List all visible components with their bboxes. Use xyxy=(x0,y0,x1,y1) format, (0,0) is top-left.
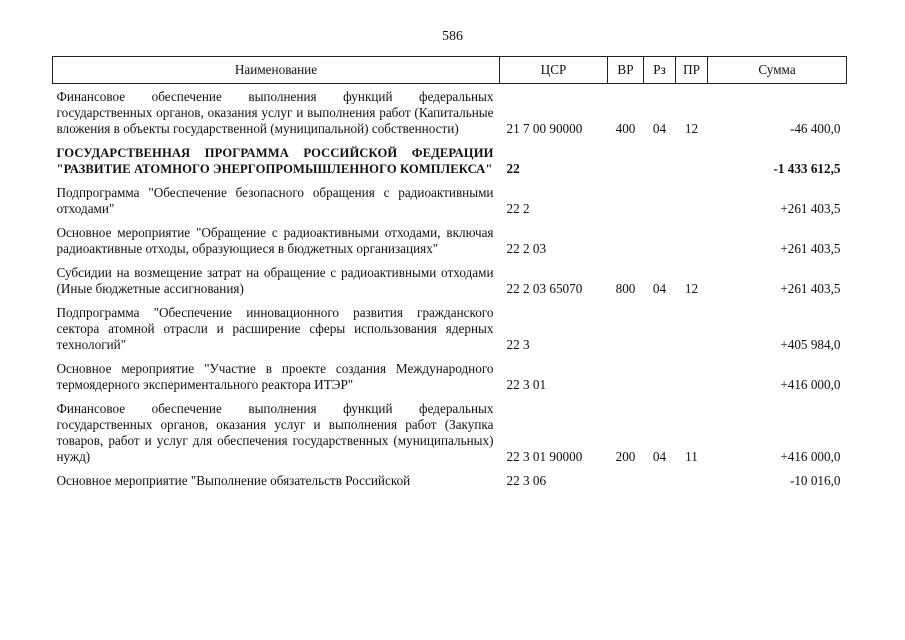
row-rz: 04 xyxy=(652,121,667,136)
row-sum: -1 433 612,5 xyxy=(773,161,841,176)
table-row xyxy=(53,465,847,489)
row-rz xyxy=(644,353,676,393)
row-name: Подпрограмма "Обеспечение безопасного обращения с радиоактивными отходами" xyxy=(56,185,494,216)
row-pr: 12 xyxy=(684,281,699,296)
row-sum: -10 016,0 xyxy=(789,473,841,488)
row-sum: +261 403,5 xyxy=(780,201,841,216)
row-sum: +416 000,0 xyxy=(780,377,841,392)
row-rz: 04 xyxy=(652,281,667,296)
row-sum: -46 400,0 xyxy=(789,121,841,136)
row-name: Основное мероприятие "Обращение с радиоактивными отходами, включая радиоактивные отходы, образующиеся в бюджетных организациях" xyxy=(56,225,494,256)
row-name: Финансовое обеспечение выполнения функций федеральных государственных органов, оказания услуг и выполнения работ (Закупка товаров, работ и услуг для обеспечения государственных (муниципальных) нужд) xyxy=(56,401,494,464)
row-csr: 22 2 03 xyxy=(506,241,547,256)
row-name: Основное мероприятие "Участие в проекте создания Международного термоядерного экспериментального реактора ИТЭР" xyxy=(56,361,494,392)
row-vr: 200 xyxy=(615,449,636,464)
row-csr: 22 2 03 65070 xyxy=(506,281,583,296)
row-name: Основное мероприятие "Выполнение обязательств Российской xyxy=(56,473,411,488)
row-pr xyxy=(676,297,708,353)
row-vr: 800 xyxy=(615,281,636,296)
row-pr xyxy=(676,217,708,257)
row-csr: 22 3 01 xyxy=(506,377,547,392)
header-csr: ЦСР xyxy=(500,57,608,84)
row-rz xyxy=(644,217,676,257)
row-name: ГОСУДАРСТВЕННАЯ ПРОГРАММА РОССИЙСКОЙ ФЕДЕРАЦИИ "РАЗВИТИЕ АТОМНОГО ЭНЕРГОПРОМЫШЛЕННОГО КОМПЛЕКСА" xyxy=(56,146,494,176)
row-sum: +261 403,5 xyxy=(780,281,841,296)
row-sum: +405 984,0 xyxy=(780,337,841,352)
row-pr xyxy=(676,177,708,217)
row-vr xyxy=(608,177,644,217)
header-rz: Рз xyxy=(644,57,676,84)
row-vr: 400 xyxy=(615,121,636,136)
row-pr: 11 xyxy=(685,449,698,464)
table-header xyxy=(53,57,847,84)
page-number: 586 xyxy=(442,29,463,44)
row-vr xyxy=(608,353,644,393)
table-row xyxy=(53,217,847,257)
row-csr: 22 2 xyxy=(506,201,530,216)
header-vr: ВР xyxy=(608,57,644,84)
row-rz xyxy=(644,465,676,489)
row-name: Субсидии на возмещение затрат на обращение с радиоактивными отходами (Иные бюджетные ассигнования) xyxy=(56,265,494,296)
row-vr xyxy=(608,137,644,177)
table-row xyxy=(53,177,847,217)
header-name: Наименование xyxy=(53,57,500,84)
budget-table xyxy=(52,56,847,489)
row-sum: +416 000,0 xyxy=(780,449,841,464)
row-sum: +261 403,5 xyxy=(780,241,841,256)
table-row xyxy=(53,353,847,393)
row-rz: 04 xyxy=(652,449,667,464)
row-rz xyxy=(644,137,676,177)
row-vr xyxy=(608,217,644,257)
row-pr xyxy=(676,465,708,489)
row-name: Финансовое обеспечение выполнения функций федеральных государственных органов, оказания услуг и выполнения работ (Капитальные вложения в объекты государственной (муниципальной) собственности) xyxy=(56,89,494,136)
row-vr xyxy=(608,465,644,489)
row-csr: 22 3 06 xyxy=(506,473,547,488)
row-pr xyxy=(676,353,708,393)
row-csr: 22 3 xyxy=(506,337,530,352)
header-pr: ПР xyxy=(676,57,708,84)
row-rz xyxy=(644,297,676,353)
row-pr xyxy=(676,137,708,177)
table-body xyxy=(53,84,847,490)
row-pr: 12 xyxy=(684,121,699,136)
header-sum: Сумма xyxy=(708,57,847,84)
table-row xyxy=(53,257,847,297)
row-vr xyxy=(608,297,644,353)
table-row xyxy=(53,84,847,138)
row-csr: 22 xyxy=(506,161,520,176)
row-name: Подпрограмма "Обеспечение инновационного развития гражданского сектора атомной отрасли и расширение сферы использования ядерных технологий" xyxy=(56,305,494,352)
row-csr: 21 7 00 90000 xyxy=(506,121,583,136)
table-row-program xyxy=(53,137,847,177)
table-row xyxy=(53,393,847,465)
row-rz xyxy=(644,177,676,217)
table-row xyxy=(53,297,847,353)
row-csr: 22 3 01 90000 xyxy=(506,449,583,464)
